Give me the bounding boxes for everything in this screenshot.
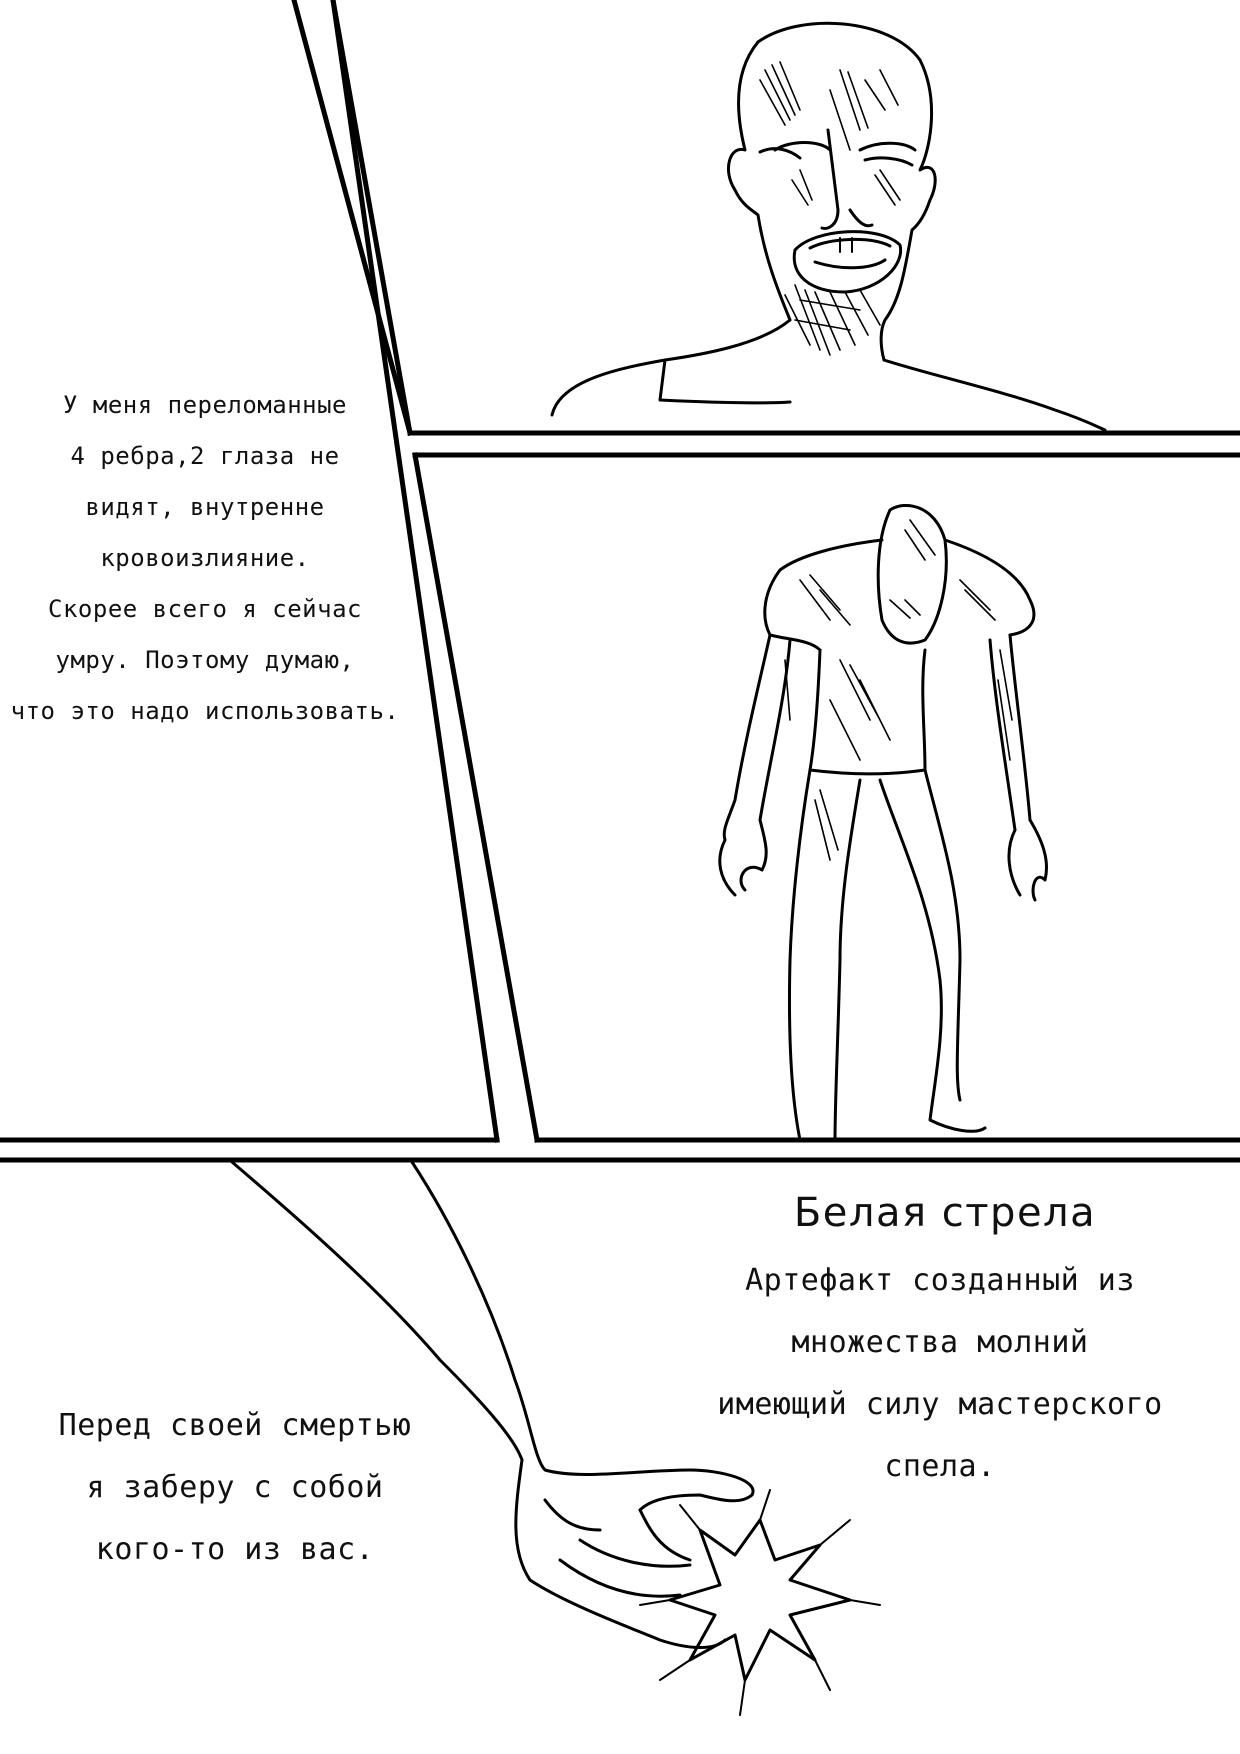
- hunched-figure-drawing: [720, 505, 1047, 1140]
- face-hatching: [760, 62, 900, 355]
- artifact-description: Артефакт созданный из множества молний имеющий силу мастерского спела.: [717, 1263, 1163, 1484]
- screaming-head-drawing: [552, 23, 1105, 430]
- lightning-artifact-drawing: [640, 1490, 880, 1715]
- artifact-title: Белая стрела: [793, 1190, 1097, 1236]
- panel-1-caption: У меня переломанные 4 ребра,2 глаза не видят, внутренне кровоизлияние. Скорее всего я сейчас умру. Поэтому думаю, что это надо использовать.: [10, 391, 400, 725]
- panel-3-caption: Перед своей смертью я заберу с собой кого-то из вас.: [58, 1408, 412, 1567]
